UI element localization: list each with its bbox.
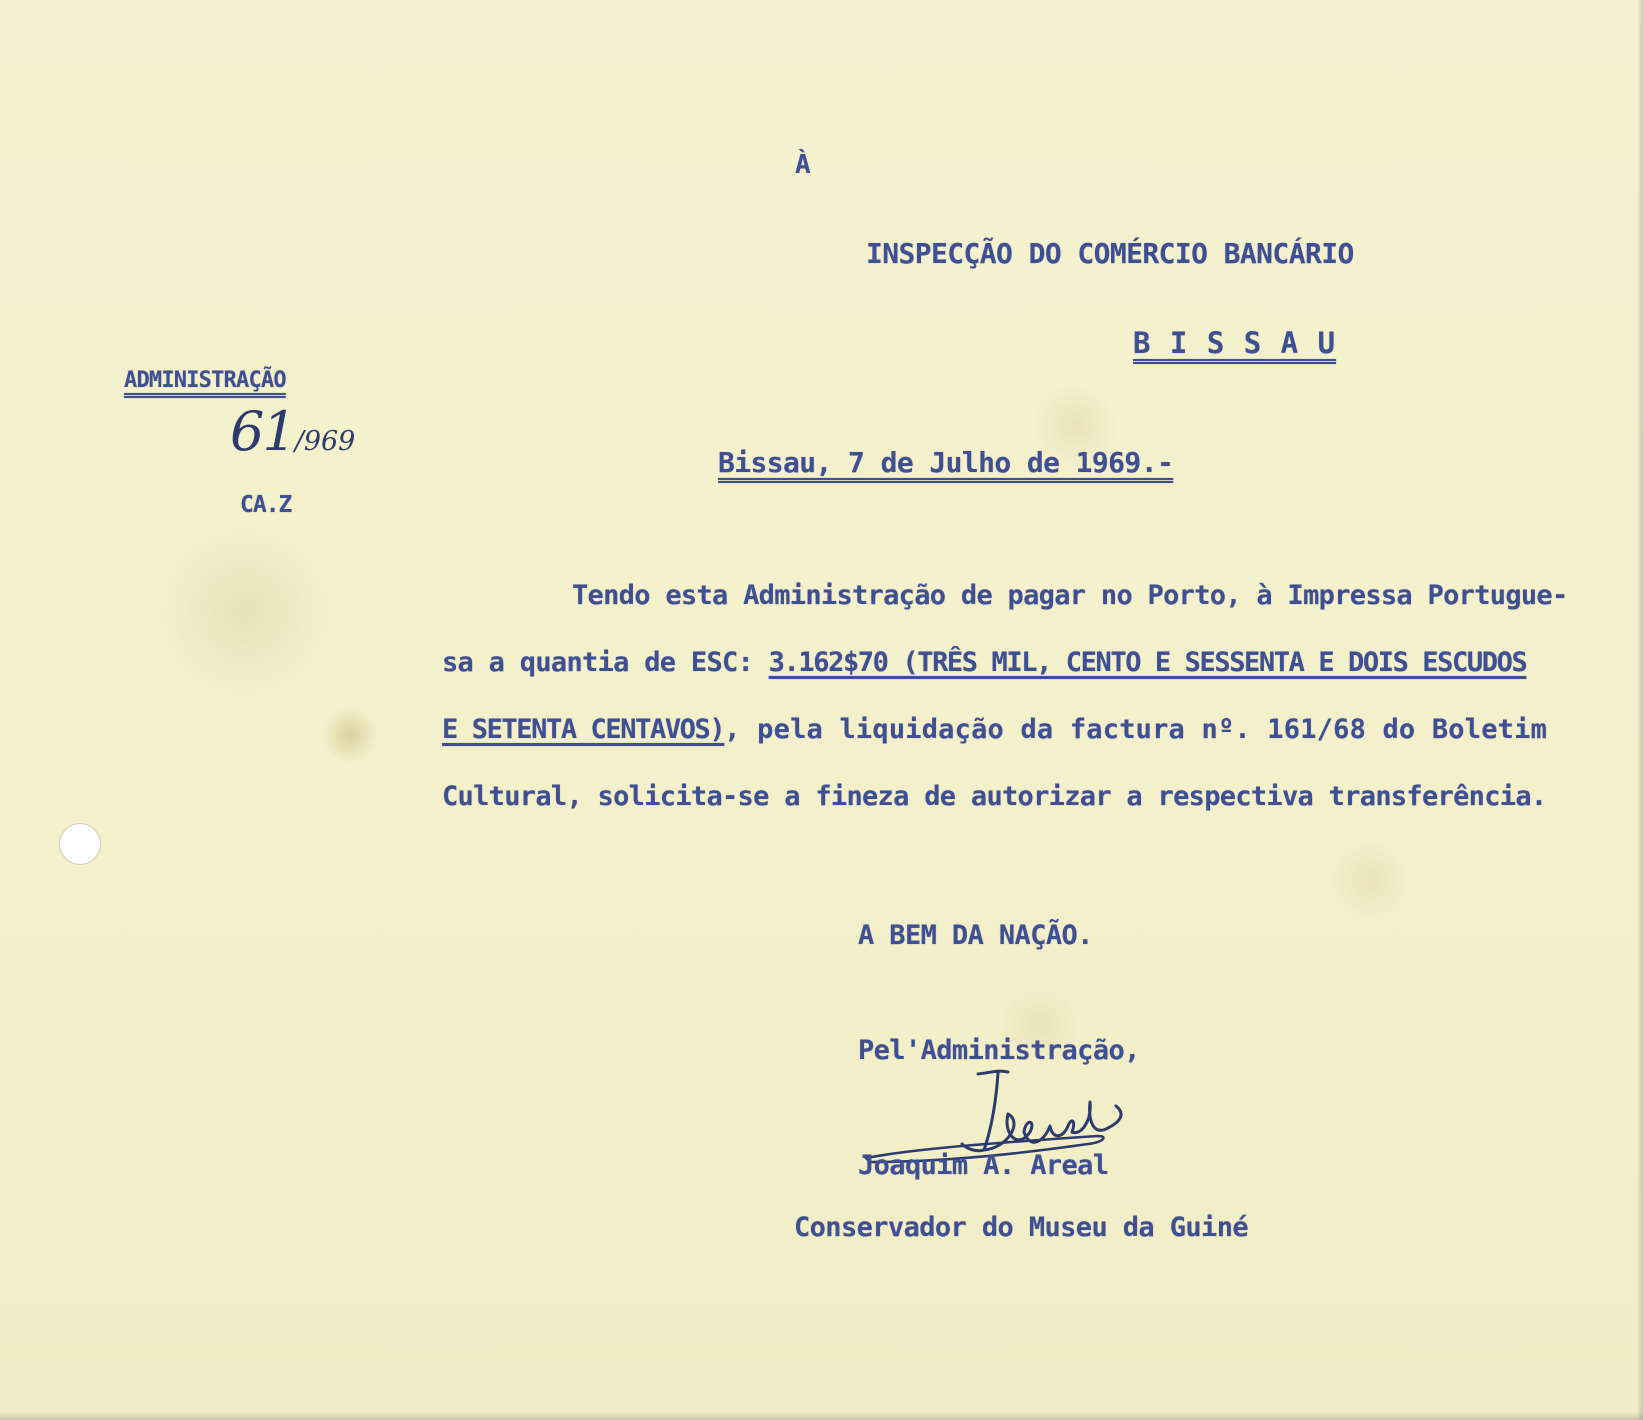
body-line-3-suffix: , pela liquidação da factura nº. 161/68 do Boletim: [724, 714, 1548, 745]
closing-salutation: A BEM DA NAÇÃO.: [858, 920, 1093, 951]
on-behalf-line: Pel'Administração,: [858, 1035, 1140, 1066]
body-line-1: Tendo esta Administração de pagar no Porto, à Impressa Portugue-: [572, 580, 1568, 611]
reference-number-main: 61: [230, 400, 295, 463]
letter-date: Bissau, 7 de Julho de 1969.-: [718, 446, 1174, 479]
reference-code: CA.Z: [240, 492, 292, 518]
reference-number: [230, 400, 355, 463]
reference-number-year: /969: [294, 426, 356, 457]
body-line-3: [442, 714, 1547, 745]
punch-hole: [60, 824, 100, 864]
city-heading: B I S S A U: [1133, 326, 1337, 360]
reference-department: ADMINISTRAÇÃO: [124, 368, 286, 393]
signatory-title: Conservador do Museu da Guiné: [794, 1212, 1249, 1243]
body-line-4: Cultural, solicita-se a fineza de autorizar a respectiva transferência.: [442, 781, 1547, 812]
body-line-2: [442, 647, 1526, 678]
body-line-2-prefix: sa a quantia de ESC:: [442, 647, 769, 678]
addressee-mark: À: [795, 150, 811, 180]
page-bottom-shadow: [0, 1412, 1643, 1420]
amount-line-2: 3.162$70 (TRÊS MIL, CENTO E SESSENTA E DOIS ESCUDOS: [768, 647, 1527, 678]
signatory-name: Joaquim A. Areal: [858, 1150, 1109, 1181]
recipient-line: INSPECÇÃO DO COMÉRCIO BANCÁRIO: [866, 237, 1354, 270]
amount-line-3: E SETENTA CENTAVOS): [442, 714, 725, 745]
page-edge-shadow: [1637, 0, 1643, 1420]
